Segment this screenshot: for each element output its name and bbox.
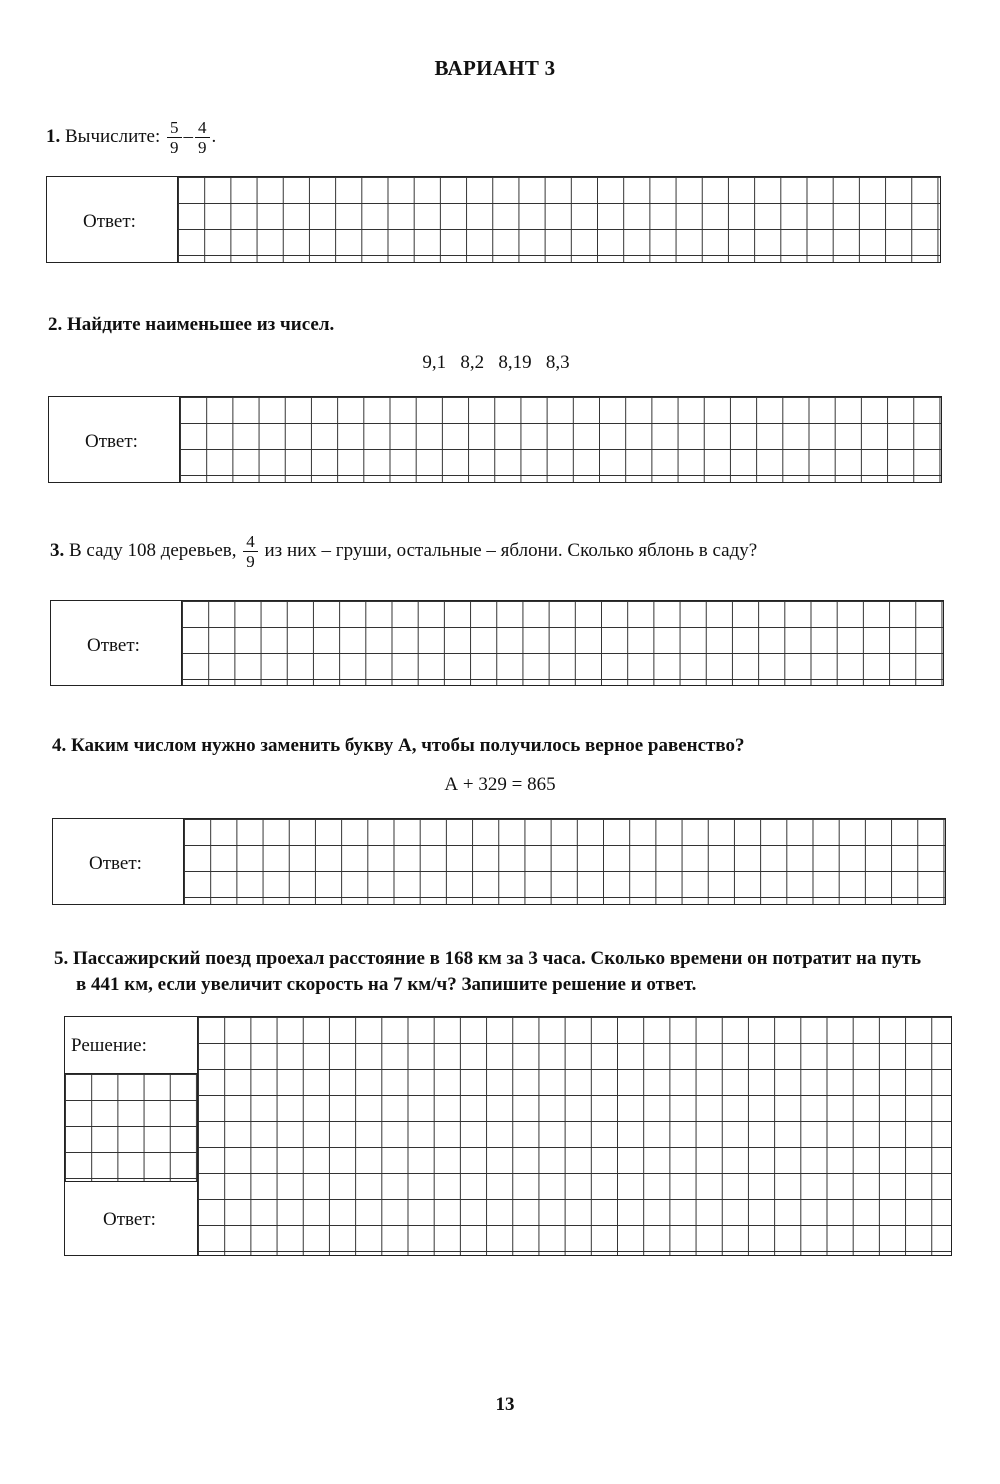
task-text: В саду 108 деревьев, — [69, 539, 237, 561]
answer-label: Ответ: — [103, 1209, 156, 1230]
answer-box-3 — [50, 600, 944, 686]
task-4 — [52, 733, 745, 759]
task-3 — [50, 532, 757, 571]
fraction: $\frac{4}{9}$ — [195, 118, 210, 157]
equation: А + 329 = 865 — [444, 774, 556, 795]
answer-box-1 — [46, 176, 941, 263]
answer-grid[interactable] — [183, 819, 945, 904]
task-2 — [48, 312, 334, 338]
answer-box-4 — [52, 818, 946, 905]
task-number: 4. — [52, 735, 67, 756]
fraction: $\frac{5}{9}$ — [167, 118, 182, 157]
answer-label: Ответ: — [89, 853, 142, 874]
task-text: Вычислите: — [65, 125, 161, 147]
solution-label: Решение: — [71, 1035, 147, 1056]
task-number: 3. — [50, 539, 65, 561]
answer-grid[interactable] — [177, 177, 940, 262]
task-line-1: 5. Пассажирский поезд проехал расстояние в 168 км за 3 часа. Сколько времени он потратит на путь — [54, 948, 922, 969]
answer-label: Ответ: — [83, 211, 136, 232]
answer-grid[interactable] — [179, 397, 941, 482]
task-number: 2. — [48, 314, 63, 335]
page-number: 13 — [495, 1394, 515, 1415]
task-text: Каким числом нужно заменить букву А, чтобы получилось верное равенство? — [71, 735, 745, 756]
task-line-2: в 441 км, если увеличит скорость на 7 км/ч? Запишите решение и ответ. — [76, 974, 697, 995]
task-text: Найдите наименьшее из чисел. — [67, 314, 335, 335]
solution-grid-right[interactable] — [197, 1017, 951, 1255]
number-list: 9,1 8,2 8,19 8,3 — [422, 352, 570, 373]
fraction: $\frac{4}{9}$ — [243, 532, 258, 571]
page-title: ВАРИАНТ 3 — [434, 56, 556, 80]
task-5 — [54, 946, 954, 998]
answer-grid[interactable] — [181, 601, 943, 685]
solution-grid-left[interactable] — [65, 1073, 197, 1181]
task-1: 1. Вычислите: $\frac{5}{9}$ – $\frac{4}{9}$ . — [46, 118, 217, 157]
solution-box — [64, 1016, 952, 1256]
answer-label: Ответ: — [87, 635, 140, 656]
answer-box-2 — [48, 396, 942, 483]
task-number: 1. — [46, 125, 61, 147]
divider — [65, 1181, 197, 1182]
task-text: из них – груши, остальные – яблони. Сколько яблонь в саду? — [264, 539, 758, 561]
answer-label: Ответ: — [85, 431, 138, 452]
